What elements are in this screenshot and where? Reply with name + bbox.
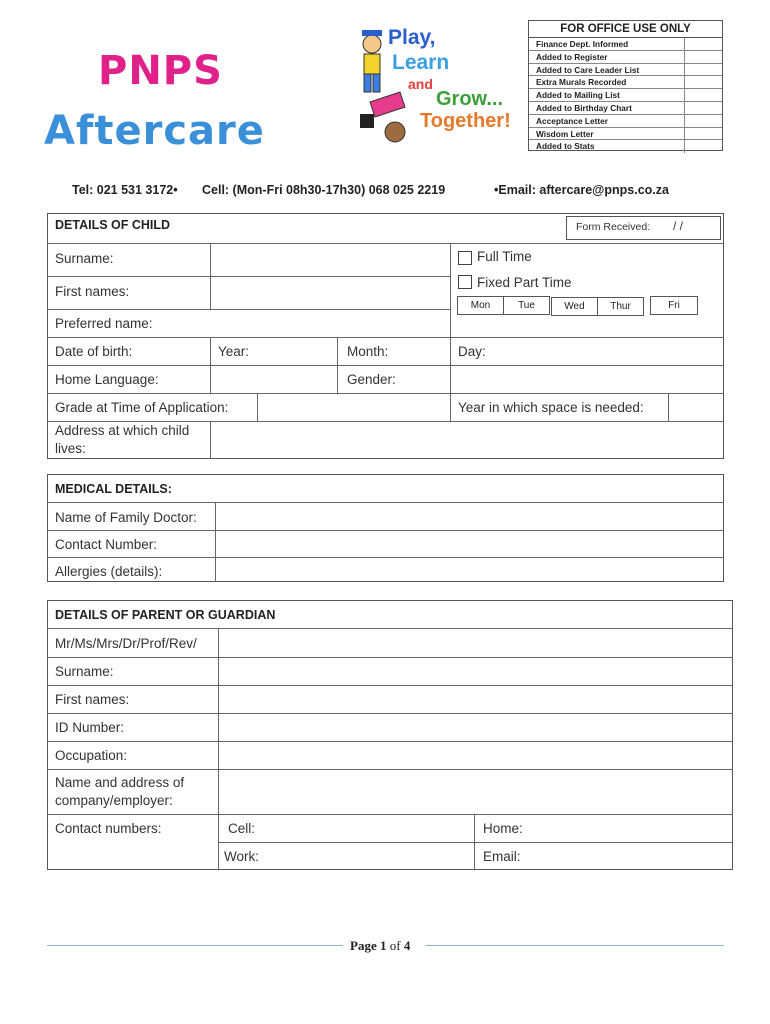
office-row: Added to Birthday Chart (529, 102, 722, 115)
footer-rule-left (47, 945, 343, 946)
parent-titles-label: Mr/Ms/Mrs/Dr/Prof/Rev/ (55, 636, 197, 651)
logo-aftercare-text: Aftercare (44, 108, 265, 154)
address-label-line2: lives: (55, 441, 86, 456)
day-fri-box[interactable]: Fri (650, 296, 698, 315)
dob-year-label: Year: (218, 344, 250, 359)
office-row: Added to Mailing List (529, 89, 722, 102)
office-check-cell[interactable] (684, 102, 724, 114)
parent-employer-input[interactable] (219, 770, 732, 814)
parent-title-input[interactable] (219, 629, 732, 657)
parent-surname-input[interactable] (219, 658, 732, 685)
day-wed-box[interactable]: Wed (551, 297, 598, 316)
child-preferred-name-label: Preferred name: (55, 316, 153, 331)
slogan-graphic (350, 22, 522, 157)
allergies-input[interactable] (216, 558, 723, 581)
parent-cell-field[interactable]: Cell: (228, 821, 256, 836)
doctor-name-input[interactable] (216, 503, 723, 530)
parent-home-field[interactable]: Home: (483, 821, 523, 836)
office-check-cell[interactable] (684, 89, 724, 101)
office-check-cell[interactable] (684, 128, 724, 140)
office-row: Acceptance Letter (529, 115, 722, 128)
slogan-together: Together! (420, 110, 511, 132)
parent-email-field[interactable]: Email: (483, 849, 521, 864)
dob-month-label: Month: (347, 344, 389, 359)
parent-employer-label-line1: Name and address of (55, 775, 185, 790)
dob-label: Date of birth: (55, 344, 133, 359)
office-check-cell[interactable] (684, 38, 724, 50)
day-tue-box[interactable]: Tue (503, 296, 550, 315)
full-time-label: Full Time (477, 249, 532, 264)
parent-id-label: ID Number: (55, 720, 125, 735)
child-surname-input[interactable] (211, 244, 450, 276)
contact-cell: Cell: (Mon-Fri 08h30-17h30) 068 025 2219 (202, 183, 446, 197)
office-row: Finance Dept. Informed (529, 38, 722, 51)
full-time-checkbox[interactable] (458, 251, 472, 265)
grade-label: Grade at Time of Application: (55, 400, 229, 415)
doctor-name-label: Name of Family Doctor: (55, 510, 197, 525)
office-check-cell[interactable] (684, 64, 724, 76)
home-language-label: Home Language: (55, 372, 159, 387)
form-received-label: Form Received: (576, 221, 651, 233)
parent-first-names-label: First names: (55, 692, 130, 707)
contact-tel: Tel: 021 531 3172• (72, 183, 178, 197)
day-mon-box[interactable]: Mon (457, 296, 504, 315)
child-section-title: DETAILS OF CHILD (55, 218, 171, 232)
fixed-part-time-checkbox[interactable] (458, 275, 472, 289)
office-row: Added to Register (529, 51, 722, 64)
slogan-grow: Grow... (436, 88, 504, 110)
parent-occupation-label: Occupation: (55, 748, 128, 763)
office-row: Wisdom Letter (529, 128, 722, 141)
address-label-line1: Address at which child (55, 423, 190, 438)
footer-rule-right (426, 945, 724, 946)
doctor-contact-input[interactable] (216, 531, 723, 557)
office-use-box (528, 20, 723, 151)
child-first-names-input[interactable] (211, 277, 450, 309)
child-address-input[interactable] (211, 422, 723, 458)
dob-day-label: Day: (458, 344, 486, 359)
parent-employer-label-line2: company/employer: (55, 793, 173, 808)
slogan-play: Play, (388, 26, 436, 49)
office-row: Added to Stats (529, 140, 722, 153)
parent-work-field[interactable]: Work: (224, 849, 260, 864)
year-needed-label: Year in which space is needed: (458, 400, 644, 415)
gender-label: Gender: (347, 372, 396, 387)
doctor-contact-label: Contact Number: (55, 537, 158, 552)
logo-pnps (98, 48, 223, 94)
office-row: Extra Murals Recorded (529, 76, 722, 89)
allergies-label: Allergies (details): (55, 564, 163, 579)
day-thur-box[interactable]: Thur (597, 297, 644, 316)
slogan-learn: Learn (392, 51, 450, 74)
parent-surname-label: Surname: (55, 664, 114, 679)
parent-section-title: DETAILS OF PARENT OR GUARDIAN (55, 608, 276, 622)
fixed-part-time-label: Fixed Part Time (477, 275, 572, 290)
office-check-cell[interactable] (684, 140, 724, 153)
parent-occupation-input[interactable] (219, 742, 732, 769)
office-row: Added to Care Leader List (529, 64, 722, 77)
contact-numbers-label: Contact numbers: (55, 821, 162, 836)
child-surname-label: Surname: (55, 251, 114, 266)
slogan-and: and (408, 76, 433, 92)
parent-first-names-input[interactable] (219, 686, 732, 713)
form-received-slashes: / / (673, 219, 684, 233)
office-check-cell[interactable] (684, 115, 724, 127)
child-first-names-label: First names: (55, 284, 130, 299)
page-number: Page 1 of 4 (350, 938, 411, 953)
logo-aftercare (44, 108, 265, 154)
logo-pnps-text: PNPS (98, 48, 223, 94)
medical-section-title: MEDICAL DETAILS: (55, 482, 172, 496)
office-check-cell[interactable] (684, 76, 724, 88)
contact-email: •Email: aftercare@pnps.co.za (494, 183, 669, 197)
office-title: FOR OFFICE USE ONLY (529, 21, 722, 38)
office-check-cell[interactable] (684, 51, 724, 63)
parent-id-input[interactable] (219, 714, 732, 741)
